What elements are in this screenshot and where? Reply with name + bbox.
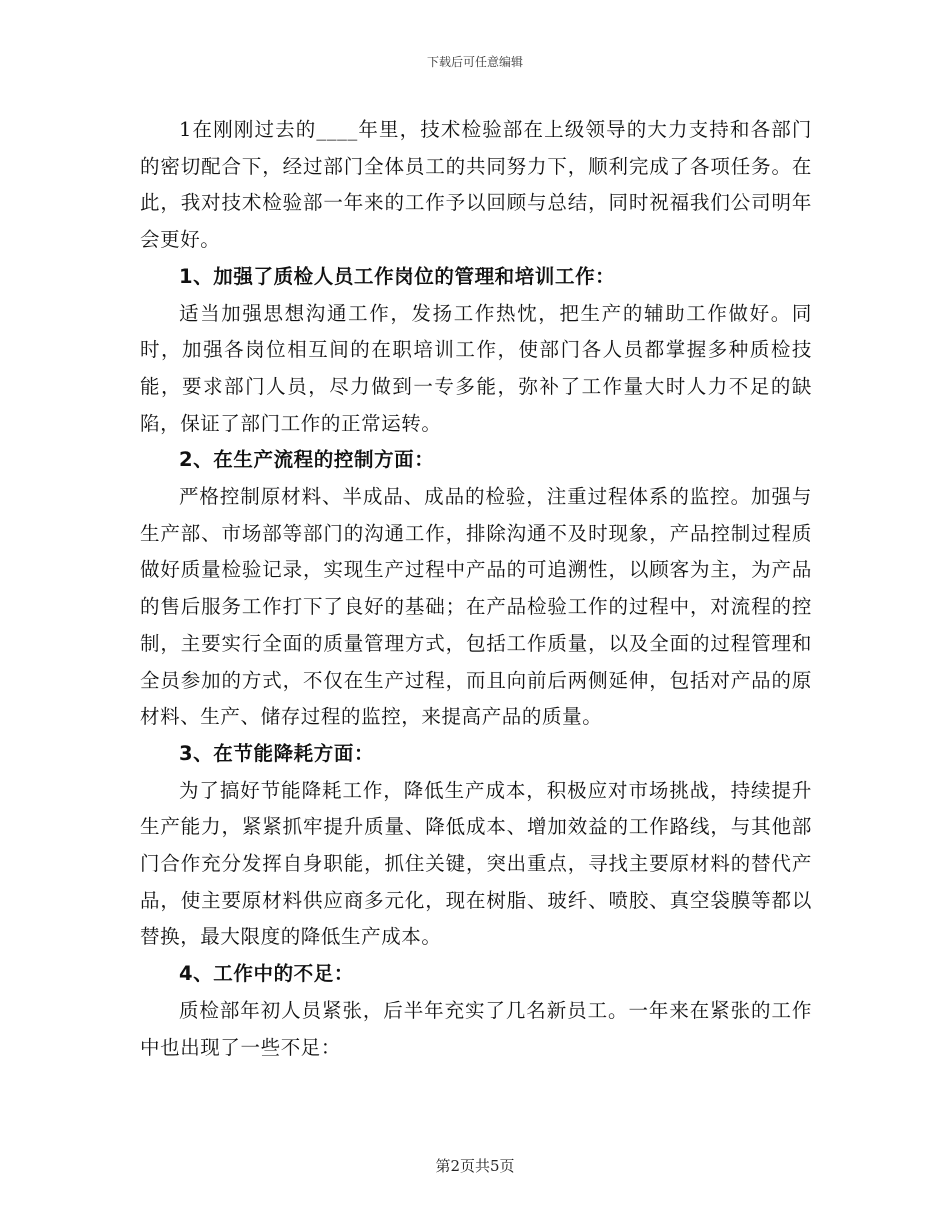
section-heading-4: 4、工作中的不足： bbox=[179, 962, 354, 986]
section-paragraph-3: 为了搞好节能降耗工作，降低生产成本，积极应对市场挑战，持续提升生产能力，紧紧抓牢提升质量、降低成本、增加效益的工作路线，与其他部门合作充分发挥自身职能，抓住关键，突出重点，寻找主要原材料的替代产品，使主要原材料供应商多元化，现在树脂、玻纤、喷胶、真空袋膜等都以替换，最大限度的降低生产成本。 bbox=[140, 778, 812, 949]
section-paragraph-2: 严格控制原材料、半成品、成品的检验，注重过程体系的监控。加强与生产部、市场部等部门的沟通工作，排除沟通不及时现象，产品控制过程质做好质量检验记录，实现生产过程中产品的可追溯性，以顾客为主，为产品的售后服务工作打下了良好的基础；在产品检验工作的过程中，对流程的控制，主要实行全面的质量管理方式，包括工作质量，以及全面的过程管理和全员参加的方式，不仅在生产过程，而且向前后两侧延伸，包括对产品的原材料、生产、储存过程的监控，来提高产品的质量。 bbox=[140, 485, 812, 729]
page-footer: 第2页共5页 bbox=[435, 1157, 515, 1175]
page-header: 下载后可任意编辑 bbox=[426, 55, 523, 69]
document-body bbox=[140, 112, 812, 1066]
section-heading-3: 3、在节能降耗方面： bbox=[179, 741, 375, 765]
section-paragraph-1: 适当加强思想沟通工作，发扬工作热忱，把生产的辅助工作做好。同时，加强各岗位相互间的在职培训工作，使部门各人员都掌握多种质检技能，要求部门人员，尽力做到一专多能，弥补了工作量大时人力不足的缺陷，保证了部门工作的正常运转。 bbox=[140, 301, 812, 435]
section-heading-2: 2、在生产流程的控制方面： bbox=[179, 448, 435, 472]
section-paragraph-4: 质检部年初人员紧张，后半年充实了几名新员工。一年来在紧张的工作中也出现了一些不足： bbox=[140, 998, 812, 1059]
intro-paragraph: 1在刚刚过去的____年里，技术检验部在上级领导的大力支持和各部门的密切配合下，经过部门全体员工的共同努力下，顺利完成了各项任务。在此，我对技术检验部一年来的工作予以回顾与总结，同时祝福我们公司明年会更好。 bbox=[140, 118, 812, 252]
section-heading-1: 1、加强了质检人员工作岗位的管理和培训工作： bbox=[179, 264, 616, 288]
